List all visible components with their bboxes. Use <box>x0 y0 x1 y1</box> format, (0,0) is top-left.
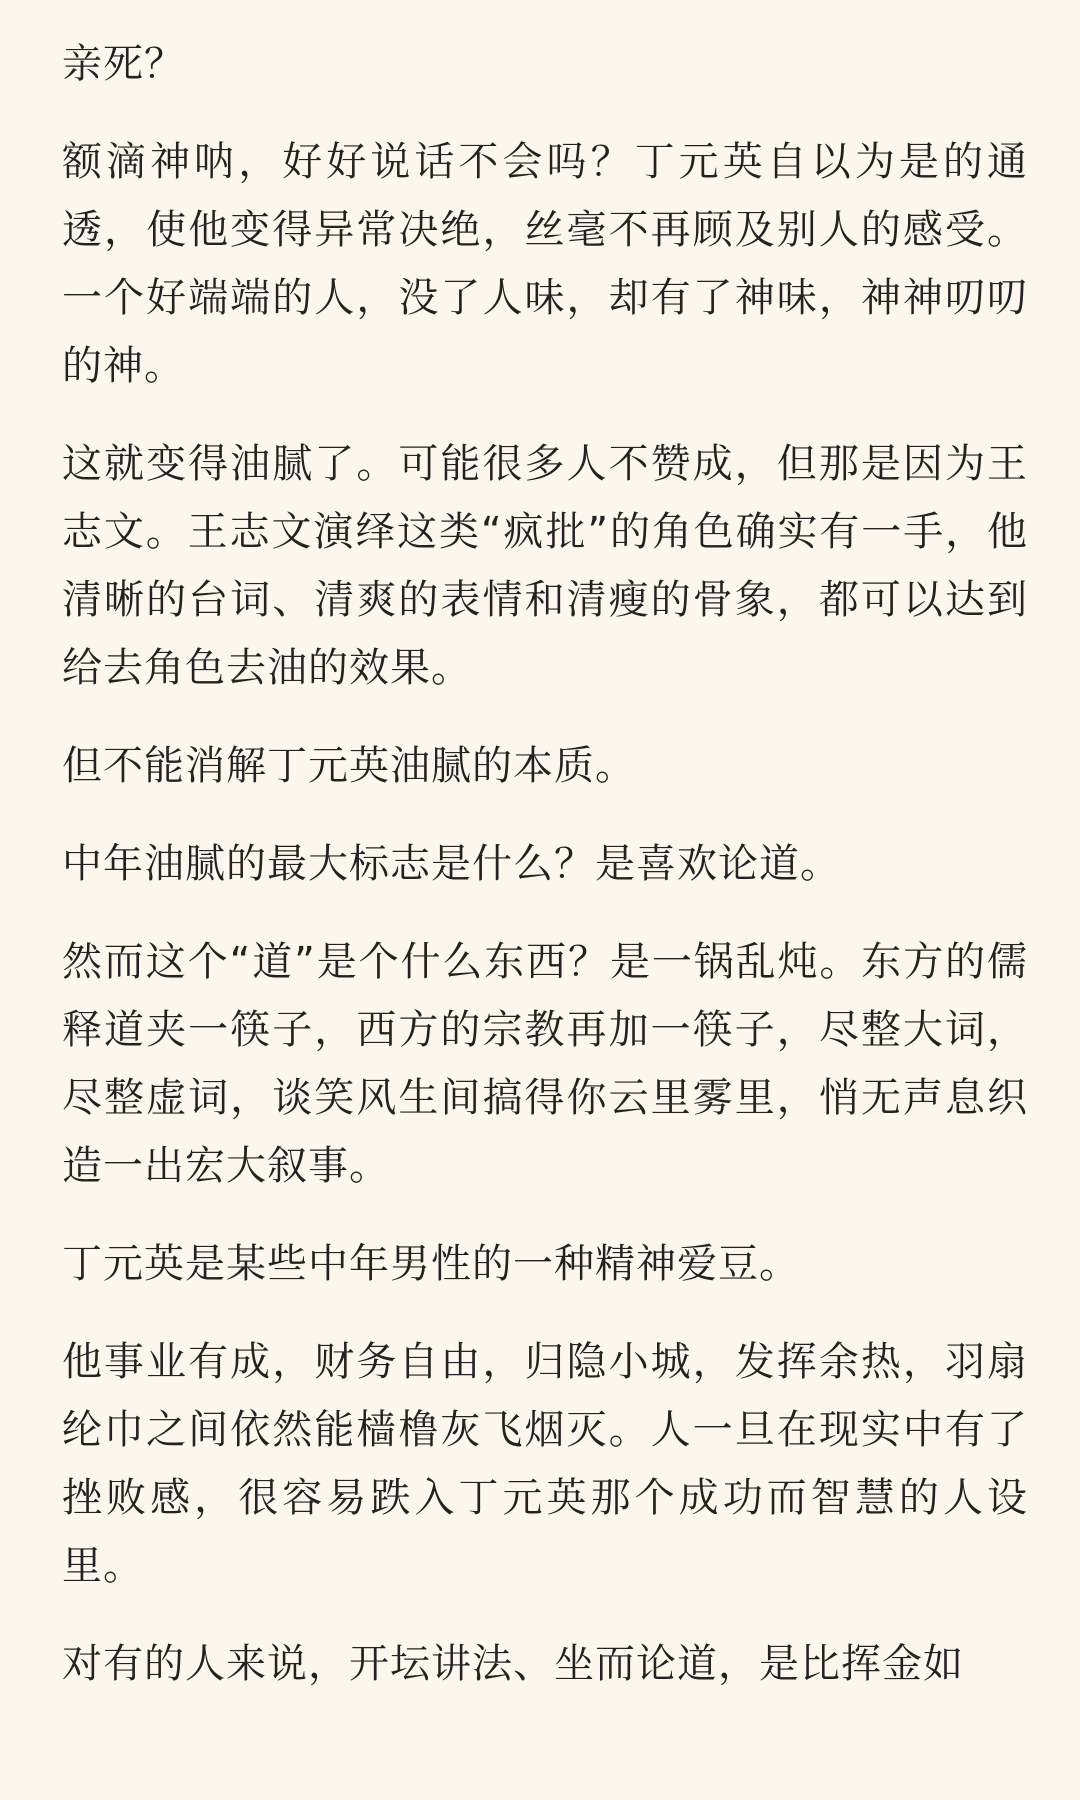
article-body <box>62 30 1028 1698</box>
paragraph: 亲死？ <box>62 41 185 87</box>
paragraph: 但不能消解丁元英油腻的本质。 <box>62 743 636 789</box>
paragraph: 这就变得油腻了。可能很多人不赞成，但那是因为王志文。王志文演绎这类“疯批”的角色确实有一手，他清晰的台词、清爽的表情和清瘦的骨象，都可以达到给去角色去油的效果。 <box>62 441 1028 691</box>
paragraph: 然而这个“道”是个什么东西？是一锅乱炖。东方的儒释道夹一筷子，西方的宗教再加一筷子，尽整大词，尽整虚词，谈笑风生间搞得你云里雾里，悄无声息织造一出宏大叙事。 <box>62 939 1028 1189</box>
paragraph: 对有的人来说，开坛讲法、坐而论道，是比挥金如 <box>62 1641 964 1687</box>
paragraph: 中年油腻的最大标志是什么？是喜欢论道。 <box>62 841 841 887</box>
paragraph: 丁元英是某些中年男性的一种精神爱豆。 <box>62 1241 800 1287</box>
paragraph: 额滴神呐，好好说话不会吗？丁元英自以为是的通透，使他变得异常决绝，丝毫不再顾及别人的感受。一个好端端的人，没了人味，却有了神味，神神叨叨的神。 <box>62 139 1028 389</box>
paragraph: 他事业有成，财务自由，归隐小城，发挥余热，羽扇纶巾之间依然能樯橹灰飞烟灭。人一旦在现实中有了挫败感，很容易跌入丁元英那个成功而智慧的人设里。 <box>62 1339 1028 1589</box>
